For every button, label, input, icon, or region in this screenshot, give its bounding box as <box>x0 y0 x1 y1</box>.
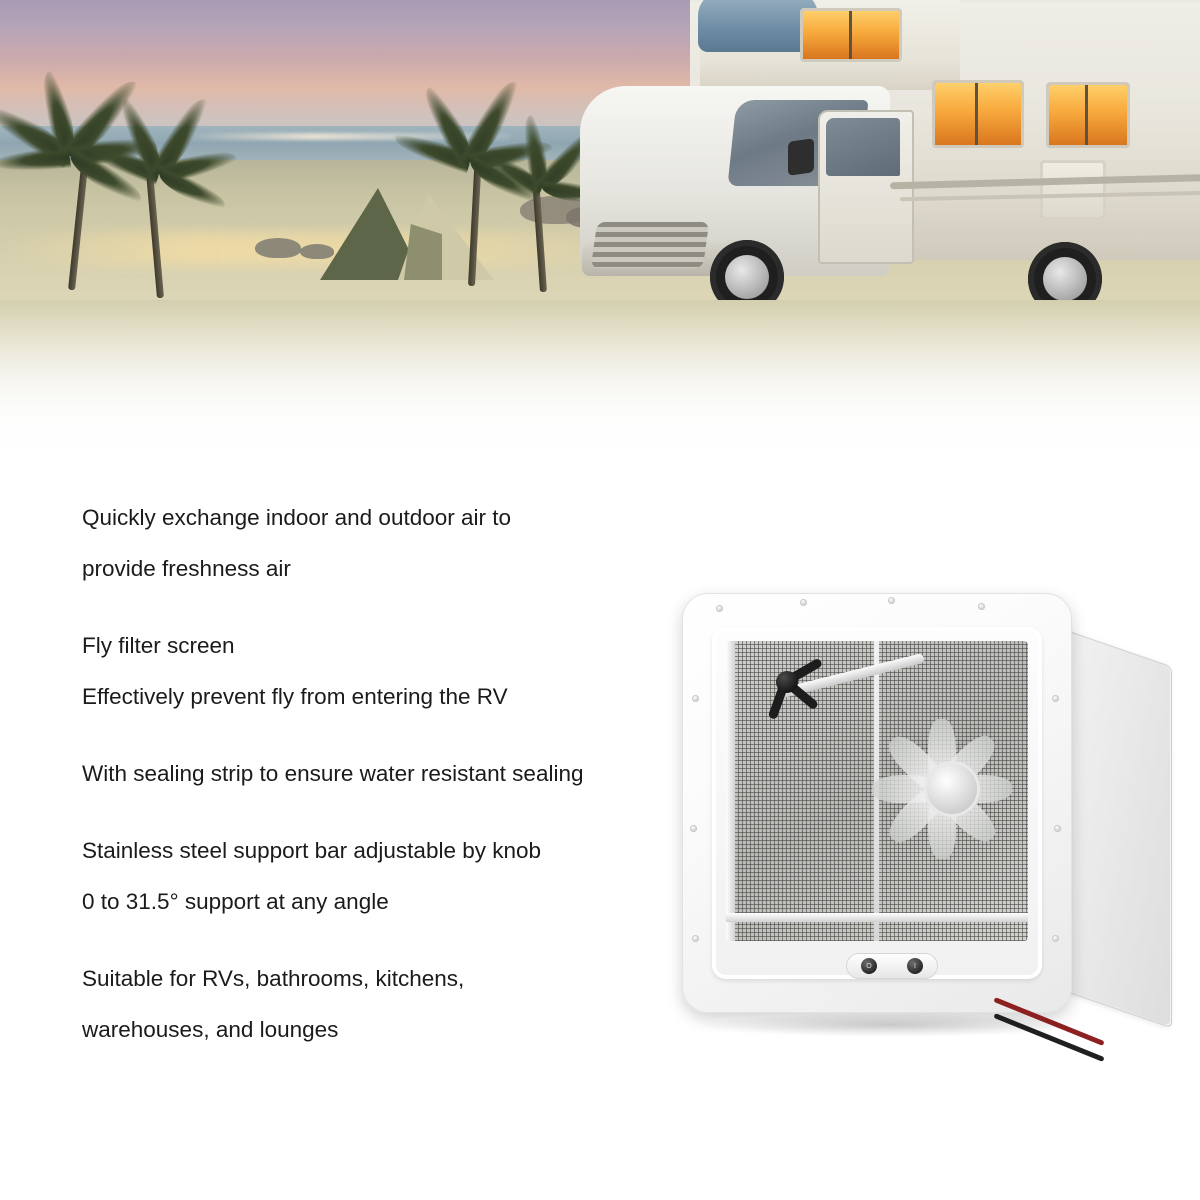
control-switch-plate <box>846 953 938 979</box>
shore-rock <box>255 238 301 258</box>
frame-screw <box>716 605 723 612</box>
adjustment-knob <box>768 657 824 705</box>
window-glow <box>935 83 1021 145</box>
hero-white-fade <box>0 300 1200 470</box>
vent-horizontal-rail <box>726 913 1028 922</box>
power-on-switch: I <box>907 958 923 974</box>
feature-line: With sealing strip to ensure water resistant sealing <box>82 761 584 786</box>
frame-screw <box>1052 695 1059 702</box>
hatch-panel <box>1043 163 1103 217</box>
feature-line: Suitable for RVs, bathrooms, kitchens, <box>82 966 465 991</box>
feature-support-bar <box>82 825 682 927</box>
window-mullion <box>1085 85 1088 145</box>
feature-line: Quickly exchange indoor and outdoor air to <box>82 505 512 530</box>
window-glow <box>1049 85 1127 145</box>
feature-applications <box>82 953 682 1055</box>
feature-sealing-strip <box>82 748 682 799</box>
frame-screw <box>888 597 895 604</box>
power-off-switch: O <box>861 958 877 974</box>
feature-line: warehouses, and lounges <box>82 1017 339 1042</box>
window-mullion <box>849 11 852 59</box>
feature-list <box>82 492 682 1055</box>
motorhome-rv <box>560 0 1200 340</box>
fan-blades <box>886 707 1018 877</box>
frame-screw <box>692 695 699 702</box>
frame-screw <box>690 825 697 832</box>
rv-cab-door-window <box>826 118 900 176</box>
feature-line: Effectively prevent fly from entering the RV <box>82 684 508 709</box>
rv-luton-window <box>800 8 902 62</box>
frame-screw <box>1054 825 1061 832</box>
knob-core <box>776 671 798 693</box>
rv-storage-hatch <box>1040 160 1106 220</box>
rv-side-mirror <box>788 138 814 176</box>
feature-fly-filter <box>82 620 682 722</box>
rv-side-window <box>1046 82 1130 148</box>
frame-screw <box>1052 935 1059 942</box>
rv-front-grille <box>591 222 709 268</box>
wheel-hub <box>1043 257 1087 301</box>
fan-hub <box>924 761 980 817</box>
feature-air-exchange <box>82 492 682 594</box>
feature-line: provide freshness air <box>82 556 291 581</box>
product-photo-rv-vent-fan <box>660 575 1180 1135</box>
frame-screw <box>800 599 807 606</box>
window-mullion <box>975 83 978 145</box>
feature-line: Stainless steel support bar adjustable by knob <box>82 838 542 863</box>
feature-line: 0 to 31.5° support at any angle <box>82 889 389 914</box>
rv-side-window <box>932 80 1024 148</box>
hero-campsite-image <box>0 0 1200 470</box>
product-drop-shadow <box>700 1013 1080 1037</box>
frame-screw <box>692 935 699 942</box>
feature-line: Fly filter screen <box>82 633 235 658</box>
frame-screw <box>978 603 985 610</box>
wheel-hub <box>725 255 769 299</box>
palm-tree <box>95 110 245 300</box>
vent-vertical-rail <box>726 641 735 941</box>
